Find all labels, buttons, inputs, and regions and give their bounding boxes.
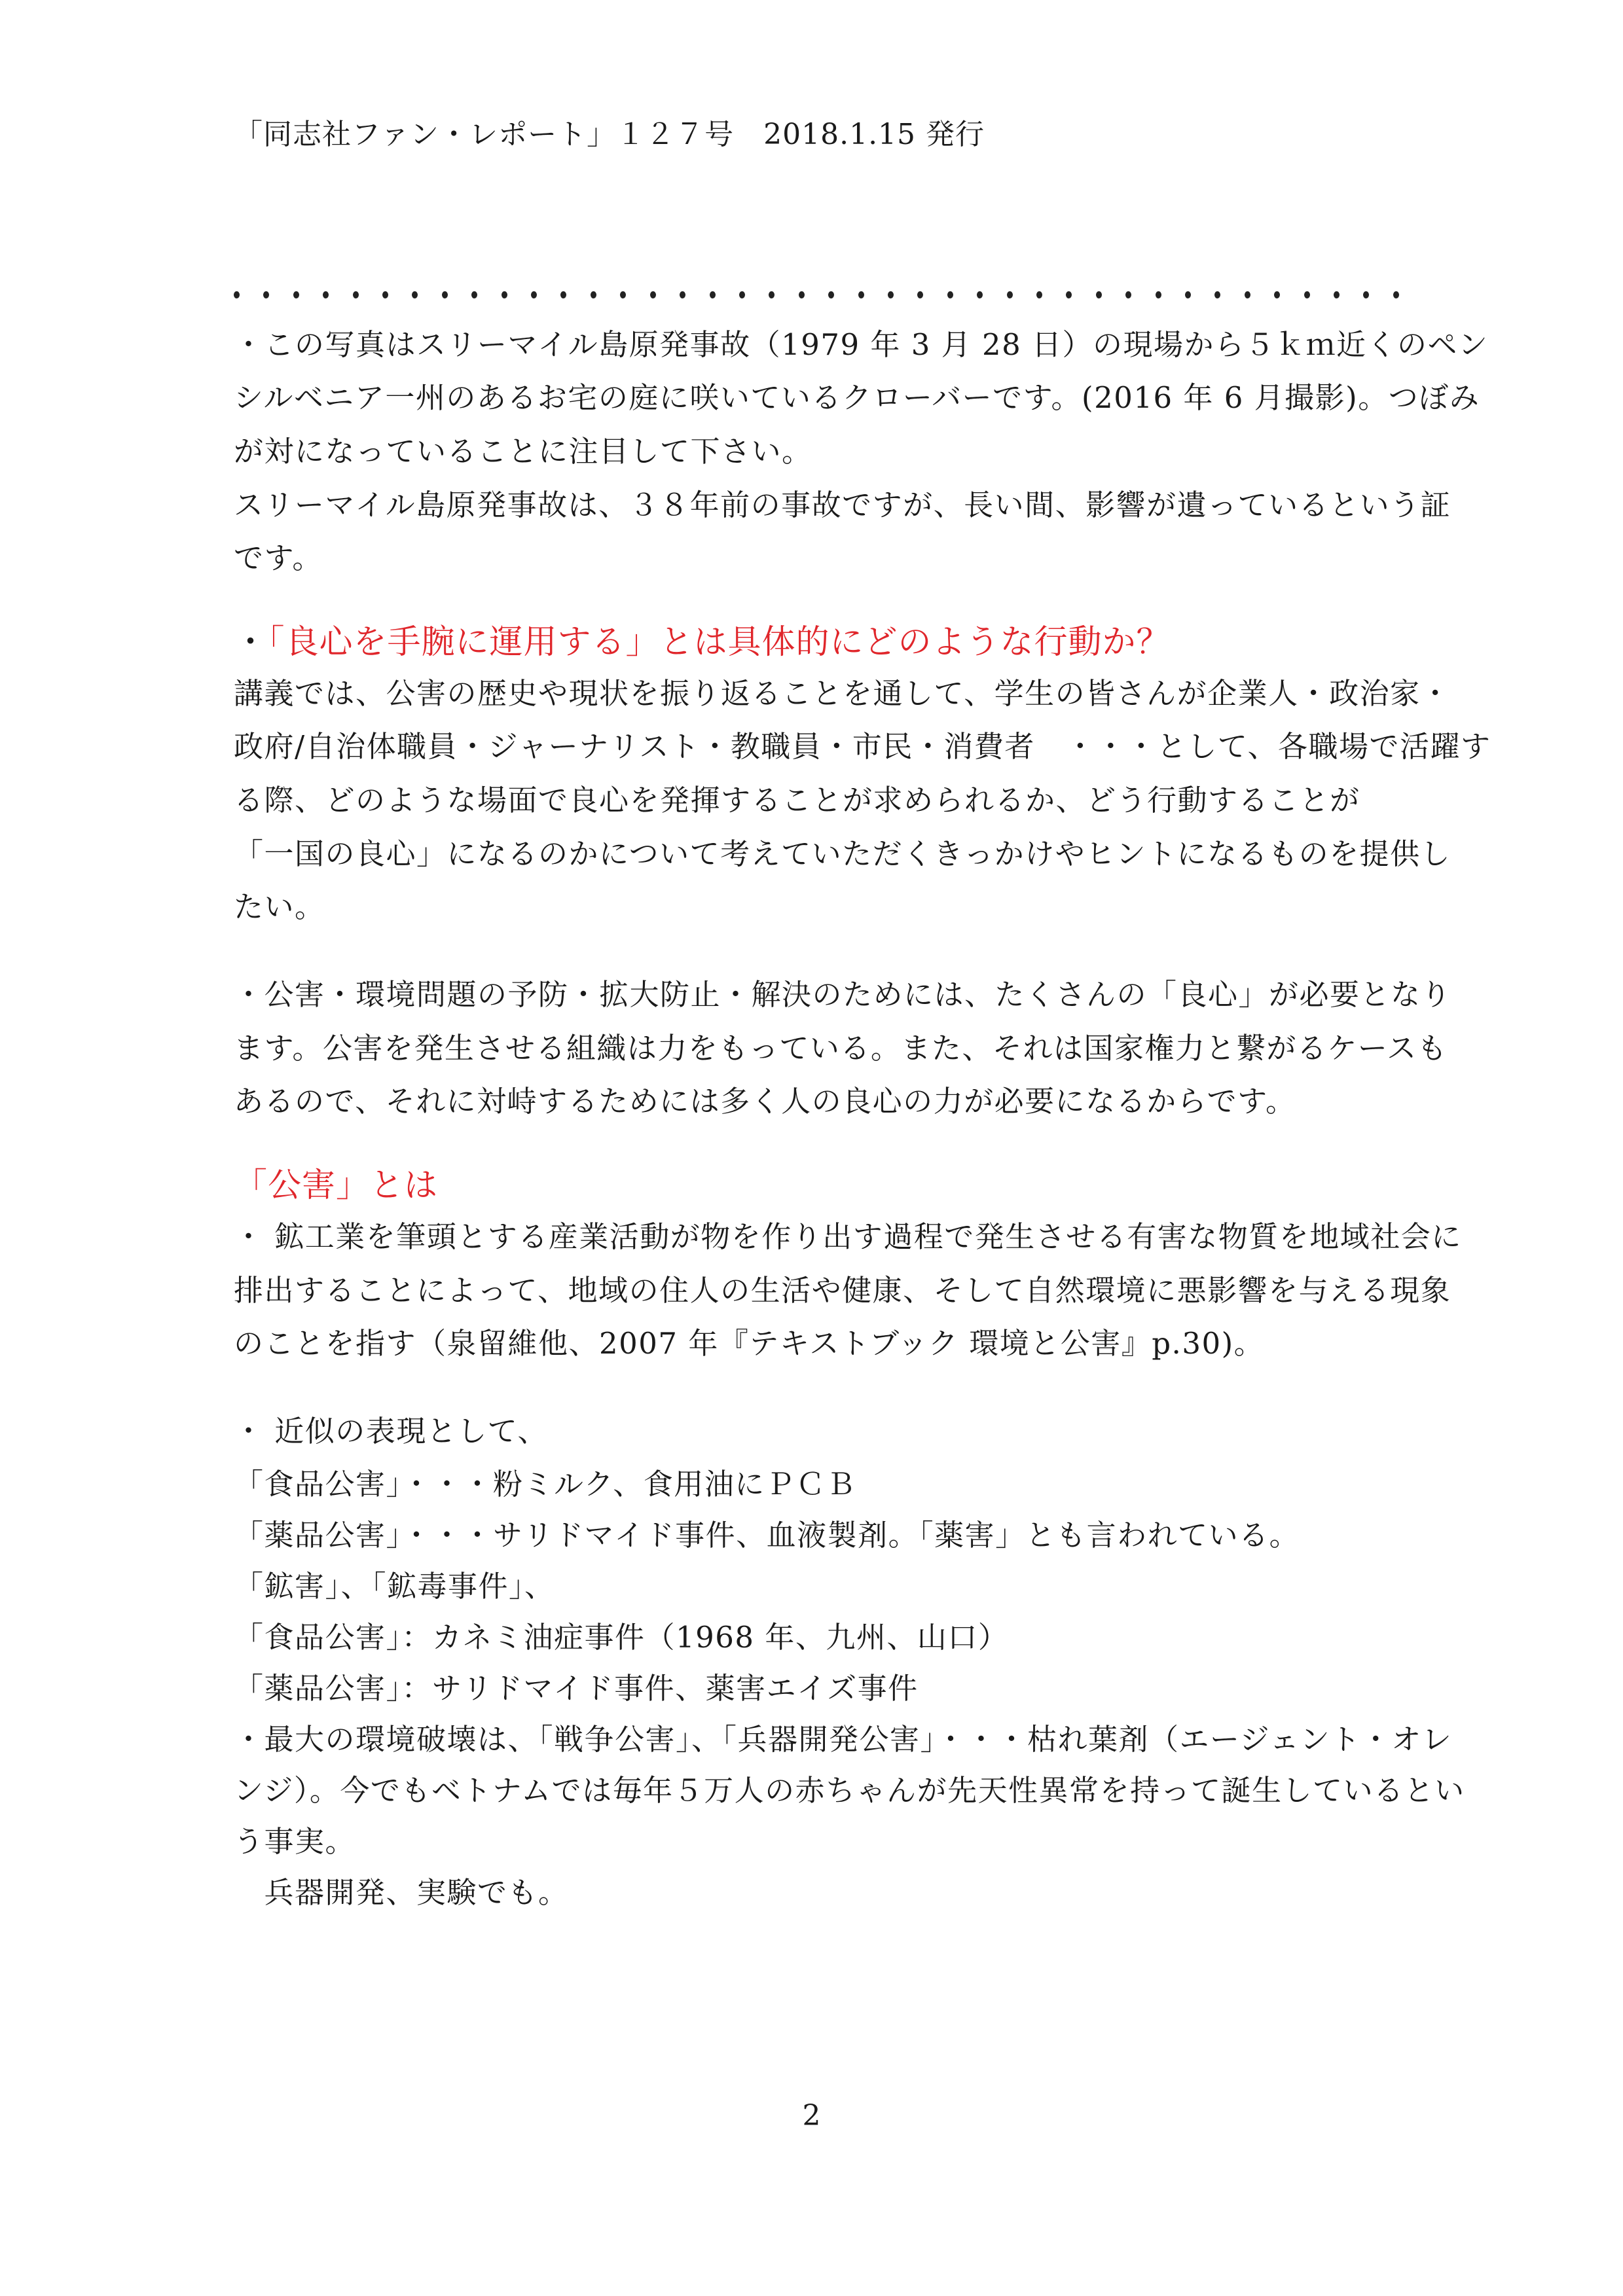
section1-line: 「一国の良心」になるのかについて考えていただくきっかけやヒントになるものを提供し <box>234 836 1451 871</box>
similar-expression-line: 「薬品公害」：サリドマイド事件、薬害エイズ事件 <box>234 1671 919 1706</box>
separator-dot <box>1066 291 1072 298</box>
photo-note-line: が対になっていることに注目して下さい。 <box>234 434 812 469</box>
similar-expression-line: ・最大の環境破壊は、「戦争公害」、「兵器開発公害」・・・枯れ葉剤（エージェント・オレ <box>234 1722 1453 1757</box>
separator-dot <box>1363 291 1369 298</box>
separator-dot <box>739 291 745 298</box>
definition-line: ・ 鉱工業を筆頭とする産業活動が物を作り出す過程で発生させる有害な物質を地域社会に <box>234 1219 1462 1254</box>
section1-para2-line: あるので、それに対峙するためには多く人の良心の力が必要になるからです。 <box>234 1084 1296 1119</box>
definition-line: のことを指す（泉留維他、2007 年『テキストブック 環境と公害』p.30)。 <box>234 1326 1265 1361</box>
page-number: 2 <box>802 2099 821 2132</box>
similar-expression-line: う事実。 <box>234 1824 356 1859</box>
separator-dot <box>917 291 923 298</box>
definition-line: 排出することによって、地域の住人の生活や健康、そして自然環境に悪影響を与える現象 <box>234 1273 1451 1308</box>
separator-dot <box>858 291 864 298</box>
separator-dot <box>1125 291 1131 298</box>
separator-dot <box>1245 291 1250 298</box>
separator-dot <box>382 291 388 298</box>
separator-dot <box>710 291 716 298</box>
separator-dot <box>947 291 953 298</box>
similar-expression-line: 兵器開発、実験でも。 <box>234 1875 569 1910</box>
similar-expression-line: ・ 近似の表現として、 <box>234 1414 548 1448</box>
separator-dot <box>888 291 894 298</box>
section1-line: 政府/自治体職員・ジャーナリスト・教職員・市民・消費者 ・・・として、各職場で活躍す <box>234 729 1491 764</box>
section-heading-pollution: 「公害」とは <box>234 1166 439 1205</box>
separator-dot <box>620 291 626 298</box>
separator-dot <box>828 291 834 298</box>
separator-dot <box>560 291 566 298</box>
photo-note-line: ・この写真はスリーマイル島原発事故（1979 年 3 月 28 日）の現場から５ｋｍ近くのペン <box>234 327 1489 362</box>
separator-dot <box>1007 291 1013 298</box>
photo-note-line: です。 <box>234 541 323 575</box>
separator-dot <box>1185 291 1191 298</box>
separator-dot <box>323 291 329 298</box>
photo-note-line: スリーマイル島原発事故は、３８年前の事故ですが、長い間、影響が遺っているという証 <box>234 488 1451 522</box>
separator-dot <box>650 291 656 298</box>
section-heading-conscience <box>234 622 1171 664</box>
separator-dot <box>412 291 418 298</box>
similar-expression-line: 「薬品公害」・・・サリドマイド事件、血液製剤。「薬害」とも言われている。 <box>234 1518 1300 1552</box>
separator-dot <box>1036 291 1042 298</box>
similar-expression-line: ンジ）。今でもベトナムでは毎年５万人の赤ちゃんが先天性異常を持って誕生しているとい <box>234 1773 1465 1808</box>
separator-dot <box>234 291 240 298</box>
separator-dot <box>1214 291 1220 298</box>
separator-dot <box>1274 291 1280 298</box>
similar-expression-line: 「食品公害」：カネミ油症事件（1968 年、九州、山口） <box>234 1620 1009 1655</box>
separator-dot <box>1393 291 1399 298</box>
separator-dot <box>263 291 269 298</box>
separator-dot <box>977 291 983 298</box>
section1-para2-line: ます。公害を発生させる組織は力をもっている。また、それは国家権力と繋がるケースも <box>234 1031 1448 1066</box>
separator-dot <box>1096 291 1102 298</box>
section1-line: たい。 <box>234 889 325 924</box>
separator-dot <box>471 291 477 298</box>
heading-text: 「良心を手腕に運用する」とは具体的にどのような行動か？ <box>268 623 1171 662</box>
separator-dot <box>769 291 775 298</box>
section1-para2-line: ・公害・環境問題の予防・拡大防止・解決のためには、たくさんの「良心」が必要となり <box>234 977 1452 1012</box>
section1-line: 講義では、公害の歴史や現状を振り返ることを通して、学生の皆さんが企業人・政治家・ <box>234 676 1451 711</box>
separator-dot <box>293 291 299 298</box>
similar-expression-line: 「食品公害」・・・粉ミルク、食用油にＰＣＢ <box>234 1467 857 1501</box>
heading-bullet: ・ <box>234 623 268 662</box>
separator-dot <box>1334 291 1340 298</box>
similar-expression-line: 「鉱害」、「鉱毒事件」、 <box>234 1569 555 1604</box>
separator-dot <box>442 291 448 298</box>
dotted-separator <box>234 278 1399 311</box>
separator-dot <box>1156 291 1161 298</box>
separator-dot <box>1304 291 1310 298</box>
separator-dot <box>501 291 507 298</box>
separator-dot <box>591 291 596 298</box>
separator-dot <box>353 291 359 298</box>
newsletter-header: 「同志社ファン・レポート」１２７号 2018.1.15 発行 <box>234 118 985 151</box>
separator-dot <box>531 291 537 298</box>
photo-note-line: シルベニア一州のあるお宅の庭に咲いているクローバーです。(2016 年 6 月撮影)。つぼみ <box>234 380 1480 415</box>
section1-line: る際、どのような場面で良心を発揮することが求められるか、どう行動することが <box>234 783 1360 817</box>
separator-dot <box>680 291 685 298</box>
separator-dot <box>799 291 805 298</box>
